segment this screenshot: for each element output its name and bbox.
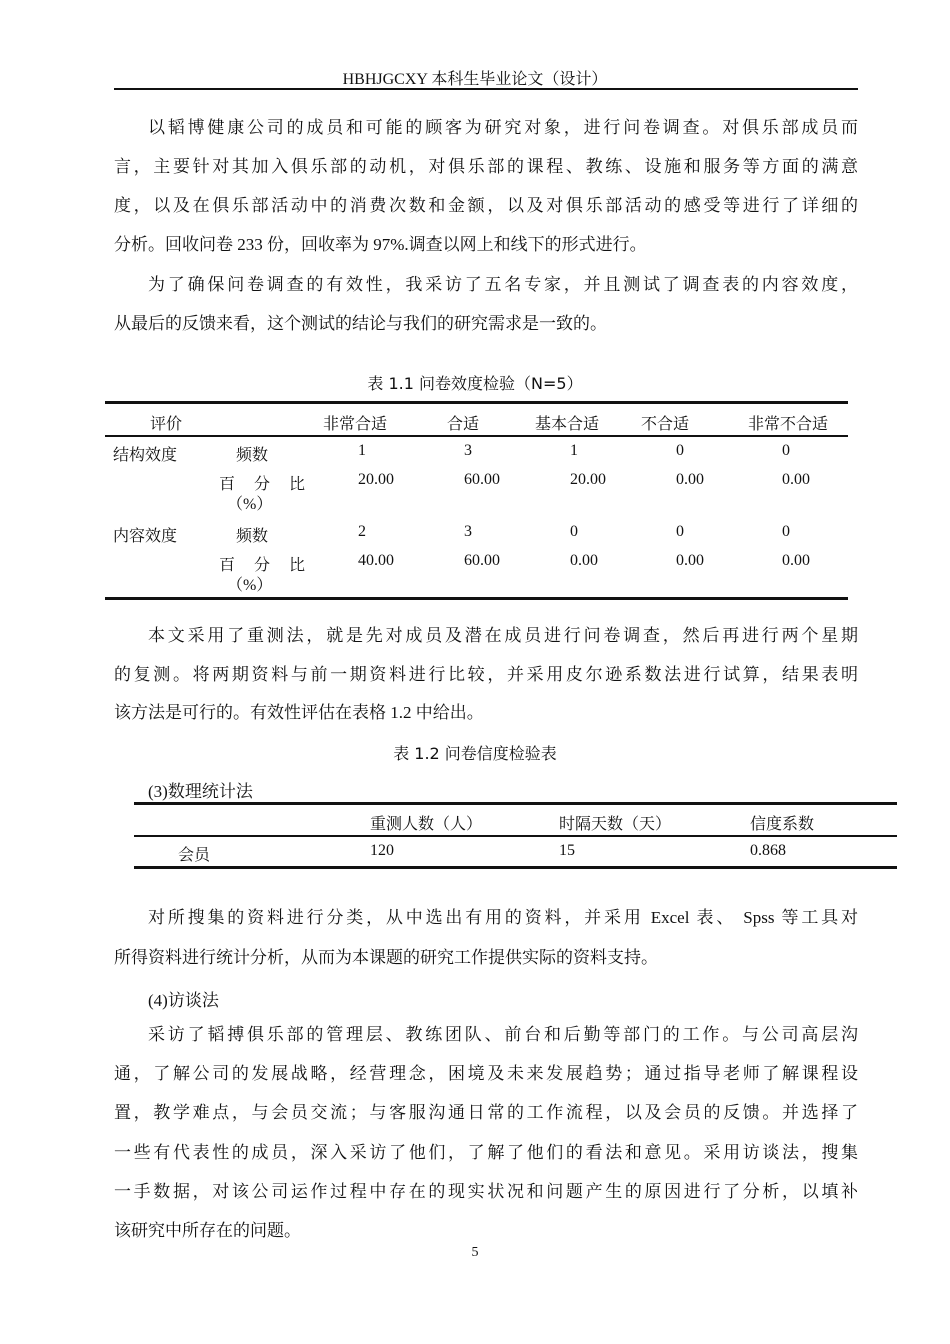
- paragraph-line: 对所搜集的资料进行分类，从中选出有用的资料，并采用 Excel 表、 Spss 等工具对: [148, 908, 858, 927]
- table1-value-cell: 0: [676, 523, 684, 540]
- paragraph-line: 该方法是可行的。有效性评估在表格 1.2 中给出。: [114, 703, 484, 722]
- table1-value-cell: 0.00: [676, 552, 704, 569]
- table2-value-cell: 120: [370, 842, 394, 859]
- table1-value-cell: 1: [358, 442, 366, 459]
- table1-metric-label: 百 分 比: [219, 476, 305, 493]
- table1-top-rule: [105, 401, 848, 404]
- page-number: 5: [471, 1245, 479, 1260]
- table2-caption: 表 1.2 问卷信度检验表: [393, 744, 557, 763]
- table1-value-cell: 0.00: [782, 471, 810, 488]
- table2-header-rule: [134, 835, 897, 837]
- table1-value-cell: 60.00: [464, 552, 500, 569]
- table1-value-cell: 0: [782, 442, 790, 459]
- table1-value-cell: 1: [570, 442, 578, 459]
- paragraph-line: 通，了解公司的发展战略，经营理念，困境及未来发展趋势；通过指导老师了解课程设: [114, 1064, 858, 1084]
- table1-header-cell: 基本合适: [535, 416, 600, 433]
- table1-value-cell: 0: [570, 523, 578, 540]
- table1-caption: 表 1.1 问卷效度检验（N=5）: [367, 374, 583, 393]
- paragraph-line: 从最后的反馈来看，这个测试的结论与我们的研究需求是一致的。: [114, 314, 607, 333]
- table2-value-cell: 15: [559, 842, 575, 859]
- table1-value-cell: 0.00: [782, 552, 810, 569]
- table2-bottom-rule: [134, 866, 897, 869]
- table1-header-rule: [105, 435, 848, 437]
- table1-value-cell: 2: [358, 523, 366, 540]
- table1-bottom-rule: [105, 597, 848, 600]
- table1-value-cell: 3: [464, 523, 472, 540]
- paragraph-line: 一手数据，对该公司运作过程中存在的现实状况和问题产生的原因进行了分析，以填补: [114, 1181, 858, 1201]
- table1-group-label: 内容效度: [113, 528, 178, 545]
- paragraph-line: 所得资料进行统计分析，从而为本课题的研究工作提供实际的资料支持。: [114, 948, 658, 967]
- section-heading-4: (4)访谈法: [148, 991, 219, 1010]
- page-header: HBHJGCXY 本科生毕业论文（设计）: [342, 71, 608, 88]
- table1-value-cell: 0: [676, 442, 684, 459]
- table1-value-cell: 20.00: [358, 471, 394, 488]
- table2-value-cell: 0.868: [750, 842, 786, 859]
- table2-header-cell: 重测人数（人）: [370, 816, 483, 833]
- table1-value-cell: 40.00: [358, 552, 394, 569]
- table1-value-cell: 3: [464, 442, 472, 459]
- table1-value-cell: 0: [782, 523, 790, 540]
- table1-value-cell: 60.00: [464, 471, 500, 488]
- table1-header-cell: 合适: [447, 416, 480, 433]
- paragraph-line: 本文采用了重测法，就是先对成员及潜在成员进行问卷调查，然后再进行两个星期: [148, 626, 858, 645]
- section-heading-3: (3)数理统计法: [148, 782, 253, 801]
- table1-header-cell: 评价: [150, 416, 183, 433]
- table2-header-cell: 时隔天数（天）: [559, 816, 672, 833]
- table1-header-cell: 非常合适: [323, 416, 388, 433]
- table1-value-cell: 20.00: [570, 471, 606, 488]
- table1-value-cell: 0.00: [570, 552, 598, 569]
- table1-header-cell: 非常不合适: [748, 416, 829, 433]
- paragraph-line: 该研究中所存在的问题。: [114, 1221, 301, 1240]
- table1-header-cell: 不合适: [641, 416, 690, 433]
- paragraph-line: 度，以及在俱乐部活动中的消费次数和金额，以及对俱乐部活动的感受等进行了详细的: [114, 196, 858, 215]
- paragraph-line: 以韬博健康公司的成员和可能的顾客为研究对象，进行问卷调查。对俱乐部成员而: [148, 118, 858, 137]
- paragraph-line: 分析。回收问卷 233 份，回收率为 97%.调查以网上和线下的形式进行。: [114, 235, 647, 254]
- table1-metric-unit: （%）: [227, 577, 273, 594]
- table1-metric-unit: （%）: [227, 496, 273, 513]
- table2-value-cell: 会员: [178, 847, 211, 864]
- table2-header-cell: 信度系数: [750, 816, 815, 833]
- table1-metric-label: 百 分 比: [219, 557, 305, 574]
- table1-value-cell: 0.00: [676, 471, 704, 488]
- table2-top-rule: [134, 802, 897, 805]
- paragraph-line: 采访了韬搏俱乐部的管理层、教练团队、前台和后勤等部门的工作。与公司高层沟: [148, 1025, 858, 1044]
- header-rule: [114, 88, 858, 90]
- paragraph-line: 置，教学难点，与会员交流；与客服沟通日常的工作流程，以及会员的反馈。并选择了: [114, 1103, 858, 1123]
- paragraph-line: 一些有代表性的成员，深入采访了他们，了解了他们的看法和意见。采用访谈法，搜集: [114, 1142, 858, 1162]
- paragraph-line: 的复测。将两期资料与前一期资料进行比较，并采用皮尔逊系数法进行试算，结果表明: [114, 664, 858, 684]
- table1-metric-label: 频数: [236, 447, 269, 464]
- table1-group-label: 结构效度: [113, 447, 178, 464]
- table1-metric-label: 频数: [236, 528, 269, 545]
- paragraph-line: 为了确保问卷调查的有效性，我采访了五名专家，并且测试了调查表的内容效度，: [148, 275, 858, 294]
- paragraph-line: 言，主要针对其加入俱乐部的动机，对俱乐部的课程、教练、设施和服务等方面的满意: [114, 157, 858, 176]
